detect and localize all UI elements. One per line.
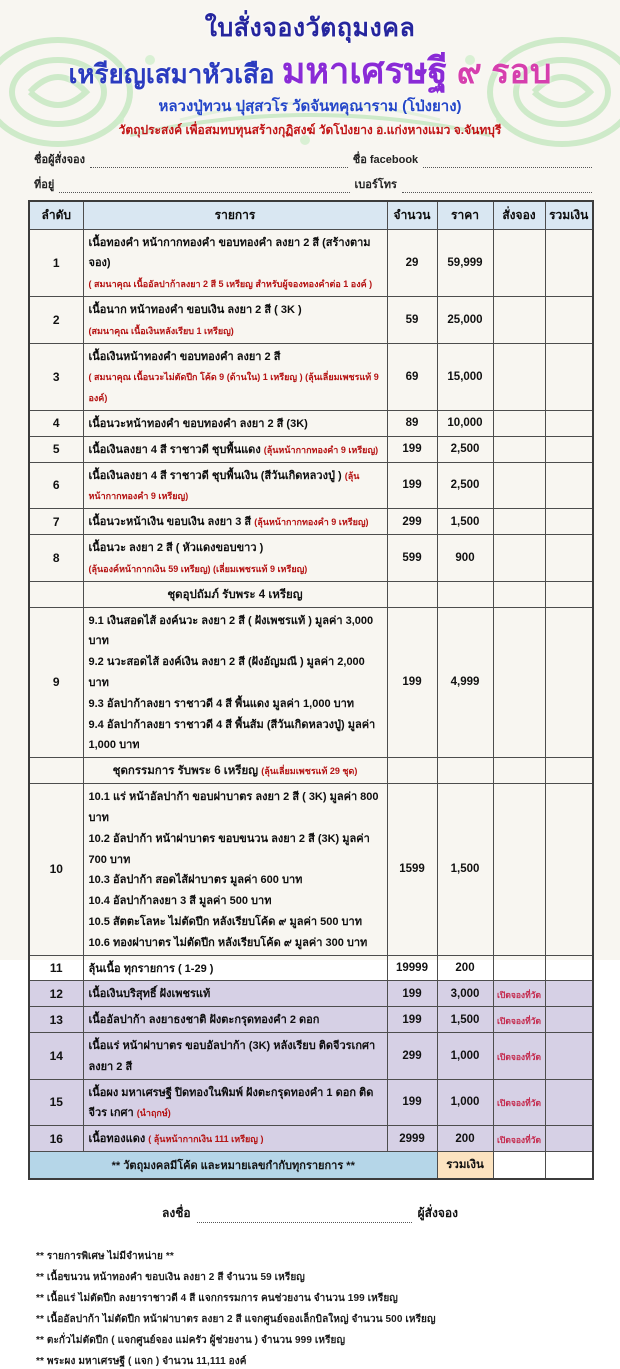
section-title: ชุดอุปถัมภ์ รับพระ 4 เหรียญ — [83, 581, 387, 607]
table-row — [29, 229, 593, 296]
order-cell[interactable] — [493, 462, 545, 509]
item-price: 1,000 — [437, 1032, 493, 1079]
monk-temple-line: หลวงปู่ทวน ปุสฺสวโร วัดจันทคุณาราม (โป่งยาง) — [158, 97, 462, 115]
item-no: 10 — [29, 784, 83, 955]
item-desc-line: 9.2 นวะสอดไส้ องค์เงิน ลงยา 2 สี (ฝังอัญมณี ) มูลค่า 2,000 บาท — [88, 656, 365, 690]
item-desc-line: 10.1 แร่ หน้าอัลปาก้า ขอบฝาบาตร ลงยา 2 สี ( 3K) มูลค่า 800 บาท — [88, 791, 379, 825]
item-price: 2,500 — [437, 436, 493, 462]
item-price — [437, 758, 493, 784]
item-no: 11 — [29, 955, 83, 981]
subtitle-coin-name: เหรียญเสมาหัวเสือ — [68, 59, 282, 89]
order-open-at-temple-label: เปิดจองที่วัด — [497, 1098, 541, 1109]
page-title: ใบสั่งจองวัตถุมงคล — [204, 14, 416, 42]
grand-total-cell-2[interactable] — [545, 1151, 593, 1179]
total-cell[interactable] — [545, 535, 593, 582]
item-price: 25,000 — [437, 297, 493, 344]
item-qty: 2999 — [387, 1126, 437, 1152]
item-price: 15,000 — [437, 343, 493, 410]
item-qty: 299 — [387, 509, 437, 535]
name-input-line[interactable] — [90, 156, 348, 168]
item-desc-line: 9.1 เงินสอดไส้ องค์นวะ ลงยา 2 สี ( ฝังเพชรแท้ ) มูลค่า 3,000 บาท — [88, 614, 374, 648]
table-body — [29, 229, 593, 1179]
footnotes — [36, 1249, 620, 1369]
name-label: ชื่อผู้สั่งจอง — [34, 153, 86, 166]
contact-fields — [34, 150, 592, 193]
item-desc-line: เนื้อผง มหาเศรษฐี ปิดทองในพิมพ์ ฝังตะกรุดทองคำ 1 ดอก ติดจีวร เกศา (นำฤกษ์) — [88, 1086, 374, 1120]
item-desc-line: เนื้อแร่ หน้าฝาบาตร ขอบอัลปาก้า (3K) หลังเรียบ ติดจีวรเกศา ลงยา 2 สี — [88, 1039, 376, 1073]
total-cell[interactable] — [545, 1032, 593, 1079]
column-header-5: รวมเงิน — [545, 201, 593, 230]
total-cell[interactable] — [545, 1079, 593, 1126]
item-desc-line: เนื้ออัลปาก้า ลงยาธงชาติ ฝังตะกรุดทองคำ 2 ดอก — [88, 1014, 320, 1027]
signer-label: ผู้สั่งจอง — [417, 1205, 458, 1220]
table-row — [29, 509, 593, 535]
item-qty: 299 — [387, 1032, 437, 1079]
item-no: 9 — [29, 607, 83, 758]
section-title: ชุดกรรมการ รับพระ 6 เหรียญ (ลุ้นเลี่ยมเพชรแท้ 29 ชุด) — [83, 758, 387, 784]
total-cell[interactable] — [545, 229, 593, 296]
item-qty — [387, 758, 437, 784]
item-desc — [83, 955, 387, 981]
total-cell[interactable] — [545, 1126, 593, 1152]
item-no: 15 — [29, 1079, 83, 1126]
item-qty: 199 — [387, 1007, 437, 1033]
table-row — [29, 462, 593, 509]
subtitle-rounds: ๙ รอบ — [447, 53, 552, 91]
item-qty: 89 — [387, 411, 437, 437]
order-cell[interactable] — [493, 784, 545, 955]
item-desc-line: ลุ้นเนื้อ ทุกรายการ ( 1-29 ) — [88, 962, 214, 975]
item-price: 3,000 — [437, 981, 493, 1007]
item-price: 4,999 — [437, 607, 493, 758]
item-desc-line: เนื้อเงินลงยา 4 สี ราชาวดี ชุบพื้นแดง (ลุ้นหน้ากากทองคำ 9 เหรียญ) — [88, 443, 379, 456]
item-qty: 29 — [387, 229, 437, 296]
item-no: 12 — [29, 981, 83, 1007]
facebook-input-line[interactable] — [423, 156, 592, 168]
item-qty: 199 — [387, 436, 437, 462]
item-desc-line: เนื้อทองแดง ( ลุ้นหน้ากากเงิน 111 เหรียญ ) — [88, 1133, 264, 1146]
item-desc-line: (ลุ้นองค์หน้ากากเงิน 59 เหรียญ) (เลี่ยมเพชรแท้ 9 เหรียญ) — [88, 563, 308, 574]
subtitle — [0, 52, 620, 91]
order-cell[interactable] — [493, 535, 545, 582]
item-desc — [83, 462, 387, 509]
footnote-6: ** พระผง มหาเศรษฐี ( แจก ) จำนวน 11,111 องค์ — [36, 1355, 247, 1367]
subtitle-series-name: มหาเศรษฐี — [281, 50, 448, 91]
order-cell[interactable] — [493, 436, 545, 462]
item-qty: 1599 — [387, 784, 437, 955]
form-header — [0, 0, 620, 140]
total-cell[interactable] — [545, 509, 593, 535]
item-no: 16 — [29, 1126, 83, 1152]
item-qty: 199 — [387, 1079, 437, 1126]
item-desc-line: 10.6 ทองฝาบาตร ไม่ตัดปีก หลังเรียบโค้ด ๙ มูลค่า 300 บาท — [88, 936, 368, 949]
item-desc — [83, 436, 387, 462]
section-header-row — [29, 758, 593, 784]
sign-label: ลงชื่อ — [162, 1205, 191, 1220]
item-desc — [83, 535, 387, 582]
table-row — [29, 1126, 593, 1152]
item-no — [29, 758, 83, 784]
signature-line — [130, 1204, 490, 1223]
item-desc — [83, 607, 387, 758]
item-desc-line: 10.4 อัลปาก้าลงยา 3 สี มูลค่า 500 บาท — [88, 895, 272, 908]
item-price: 10,000 — [437, 411, 493, 437]
order-cell[interactable] — [493, 607, 545, 758]
item-no: 7 — [29, 509, 83, 535]
footnote-1: ** รายการพิเศษ ไม่มีจำหน่าย ** — [36, 1250, 174, 1262]
total-cell[interactable] — [545, 297, 593, 344]
order-cell[interactable] — [493, 955, 545, 981]
item-desc-line: (สมนาคุณ เนื้อเงินหลังเรียบ 1 เหรียญ) — [88, 325, 234, 336]
total-cell[interactable] — [545, 462, 593, 509]
order-cell[interactable] — [493, 411, 545, 437]
table-row — [29, 535, 593, 582]
order-cell[interactable] — [493, 343, 545, 410]
item-price: 2,500 — [437, 462, 493, 509]
table-row — [29, 607, 593, 758]
item-price: 200 — [437, 955, 493, 981]
item-price: 900 — [437, 535, 493, 582]
order-cell[interactable] — [493, 229, 545, 296]
column-header-3: ราคา — [437, 201, 493, 230]
item-price: 1,500 — [437, 509, 493, 535]
address-input-line[interactable] — [59, 181, 349, 193]
item-desc-line: ( สมนาคุณ เนื้อนวะไม่ตัดปีก โค้ด 9 (ด้านใน) 1 เหรียญ ) (ลุ้นเลี่ยมเพชรแท้ 9 องค์) — [88, 372, 379, 404]
item-desc-line: เนื้อนาก หน้าทองคำ ขอบเงิน ลงยา 2 สี ( 3K ) — [88, 304, 302, 317]
order-cell[interactable] — [493, 981, 545, 1007]
address-phone-row — [34, 175, 592, 193]
footnote-4: ** เนื้ออัลปาก้า ไม่ตัดปีก หน้าฝาบาตร ลงยา 2 สี แจกศูนย์จองเล็กบิลใหญ่ จำนวน 500 เหรียญ — [36, 1313, 436, 1325]
grand-total-cell[interactable] — [493, 1151, 545, 1179]
item-no: 13 — [29, 1007, 83, 1033]
item-price: 1,500 — [437, 784, 493, 955]
item-no: 3 — [29, 343, 83, 410]
item-qty: 199 — [387, 462, 437, 509]
order-cell[interactable] — [493, 297, 545, 344]
item-desc-line: เนื้อเงินลงยา 4 สี ราชาวดี ชุบพื้นเงิน (สีวันเกิดหลวงปู่ ) (ลุ้นหน้ากากทองคำ 9 เหรียญ) — [88, 469, 360, 502]
column-header-1: รายการ — [83, 201, 387, 230]
item-desc — [83, 981, 387, 1007]
footnote-3: ** เนื้อแร่ ไม่ตัดปีก ลงยาราชาวดี 4 สี แจกกรรมการ คนช่วยงาน จำนวน 199 เหรียญ — [36, 1292, 398, 1304]
table-row — [29, 1079, 593, 1126]
item-price: 1,500 — [437, 1007, 493, 1033]
item-no: 6 — [29, 462, 83, 509]
phone-input-line[interactable] — [402, 181, 592, 193]
address-label: ที่อยู่ — [34, 178, 55, 191]
total-cell[interactable] — [545, 607, 593, 758]
column-header-2: จำนวน — [387, 201, 437, 230]
footnote-2: ** เนื้อขนวน หน้าทองคำ ขอบเงิน ลงยา 2 สี จำนวน 59 เหรียญ — [36, 1271, 305, 1283]
table-row — [29, 784, 593, 955]
item-desc-line: เนื้อเงินหน้าทองคำ ขอบทองคำ ลงยา 2 สี — [88, 350, 281, 363]
item-desc — [83, 1032, 387, 1079]
total-cell[interactable] — [545, 1007, 593, 1033]
order-open-at-temple-label: เปิดจองที่วัด — [497, 1015, 541, 1026]
item-no: 8 — [29, 535, 83, 582]
item-desc-line: เนื้อนวะ ลงยา 2 สี ( หัวแดงขอบขาว ) — [88, 542, 264, 555]
total-cell[interactable] — [545, 581, 593, 607]
order-cell[interactable] — [493, 1032, 545, 1079]
item-qty: 19999 — [387, 955, 437, 981]
table-row — [29, 1007, 593, 1033]
item-no: 2 — [29, 297, 83, 344]
total-cell[interactable] — [545, 411, 593, 437]
item-price: 200 — [437, 1126, 493, 1152]
item-desc — [83, 1007, 387, 1033]
total-cell[interactable] — [545, 981, 593, 1007]
item-no: 1 — [29, 229, 83, 296]
item-no — [29, 581, 83, 607]
item-qty: 199 — [387, 607, 437, 758]
item-desc-line: 10.3 อัลปาก้า สอดไส้ฝาบาตร มูลค่า 600 บาท — [88, 874, 303, 887]
order-open-at-temple-label: เปิดจองที่วัด — [497, 989, 541, 1000]
order-cell[interactable] — [493, 581, 545, 607]
total-cell[interactable] — [545, 784, 593, 955]
item-no: 14 — [29, 1032, 83, 1079]
order-cell[interactable] — [493, 1126, 545, 1152]
item-price — [437, 581, 493, 607]
name-facebook-row — [34, 150, 592, 168]
item-desc — [83, 297, 387, 344]
item-desc — [83, 784, 387, 955]
item-desc — [83, 411, 387, 437]
total-label-cell: รวมเงิน — [437, 1151, 493, 1179]
table-row — [29, 955, 593, 981]
table-header-row — [29, 201, 593, 230]
item-desc-line: 10.2 อัลปาก้า หน้าฝาบาตร ขอบขนวน ลงยา 2 สี (3K) มูลค่า 700 บาท — [88, 832, 370, 866]
section-header-row — [29, 581, 593, 607]
signature-input-line[interactable] — [197, 1210, 412, 1223]
total-cell[interactable] — [545, 758, 593, 784]
summary-row — [29, 1151, 593, 1179]
item-desc-line: เนื้อทองคำ หน้ากากทองคำ ขอบทองคำ ลงยา 2 สี (สร้างตามจอง) — [88, 236, 371, 270]
table-row — [29, 1032, 593, 1079]
item-desc-line: 10.5 สัตตะโลหะ ไม่ตัดปีก หลังเรียบโค้ด ๙ มูลค่า 500 บาท — [88, 916, 362, 928]
item-desc-line: เนื้อนวะหน้าเงิน ขอบเงิน ลงยา 3 สี (ลุ้นหน้ากากทองคำ 9 เหรียญ) — [88, 516, 369, 529]
order-cell[interactable] — [493, 509, 545, 535]
total-cell[interactable] — [545, 955, 593, 981]
item-desc-line: เนื้อเงินบริสุทธิ์ ฝังเพชรแท้ — [88, 988, 211, 1001]
item-desc — [83, 509, 387, 535]
order-cell[interactable] — [493, 1007, 545, 1033]
item-desc-line: ( สมนาคุณ เนื้ออัลปาก้าลงยา 2 สี 5 เหรียญ สำหรับผู้จองทองคำต่อ 1 องค์ ) — [88, 279, 373, 290]
facebook-label: ชื่อ facebook — [352, 153, 419, 166]
item-desc-line: 9.4 อัลปาก้าลงยา ราชาวดี 4 สี พื้นส้ม (สีวันเกิดหลวงปู่) มูลค่า 1,000 บาท — [88, 718, 376, 752]
total-cell[interactable] — [545, 436, 593, 462]
item-desc — [83, 1079, 387, 1126]
table-row — [29, 343, 593, 410]
order-table — [28, 200, 594, 1180]
item-qty — [387, 581, 437, 607]
purpose-line: วัตถุประสงค์ เพื่อสมทบทุนสร้างกุฏิสงฆ์ วัดโป่งยาง อ.แก่งหางแมว จ.จันทบุรี — [118, 122, 502, 137]
item-desc-line: 9.3 อัลปาก้าลงยา ราชาวดี 4 สี พื้นแดง มูลค่า 1,000 บาท — [88, 697, 355, 710]
item-desc-line: เนื้อนวะหน้าทองคำ ขอบทองคำ ลงยา 2 สี (3K) — [88, 418, 308, 431]
column-header-0: ลำดับ — [29, 201, 83, 230]
order-cell[interactable] — [493, 758, 545, 784]
order-open-at-temple-label: เปิดจองที่วัด — [497, 1134, 541, 1145]
table-row — [29, 297, 593, 344]
item-desc — [83, 343, 387, 410]
footnote-5: ** ตะกั่วไม่ตัดปีก ( แจกศูนย์จอง แม่ครัว ผู้ช่วยงาน ) จำนวน 999 เหรียญ — [36, 1334, 346, 1346]
phone-label: เบอร์โทร — [354, 178, 397, 191]
item-desc — [83, 1126, 387, 1152]
code-note: ** วัตถุมงคลมีโค้ด และหมายเลขกำกับทุกรายการ ** — [29, 1151, 437, 1179]
item-price: 59,999 — [437, 229, 493, 296]
table-row — [29, 436, 593, 462]
item-price: 1,000 — [437, 1079, 493, 1126]
item-qty: 199 — [387, 981, 437, 1007]
total-cell[interactable] — [545, 343, 593, 410]
item-qty: 59 — [387, 297, 437, 344]
column-header-4: สั่งจอง — [493, 201, 545, 230]
item-qty: 599 — [387, 535, 437, 582]
item-no: 4 — [29, 411, 83, 437]
item-desc — [83, 229, 387, 296]
order-cell[interactable] — [493, 1079, 545, 1126]
item-no: 5 — [29, 436, 83, 462]
item-qty: 69 — [387, 343, 437, 410]
order-open-at-temple-label: เปิดจองที่วัด — [497, 1051, 541, 1062]
table-row — [29, 981, 593, 1007]
table-row — [29, 411, 593, 437]
